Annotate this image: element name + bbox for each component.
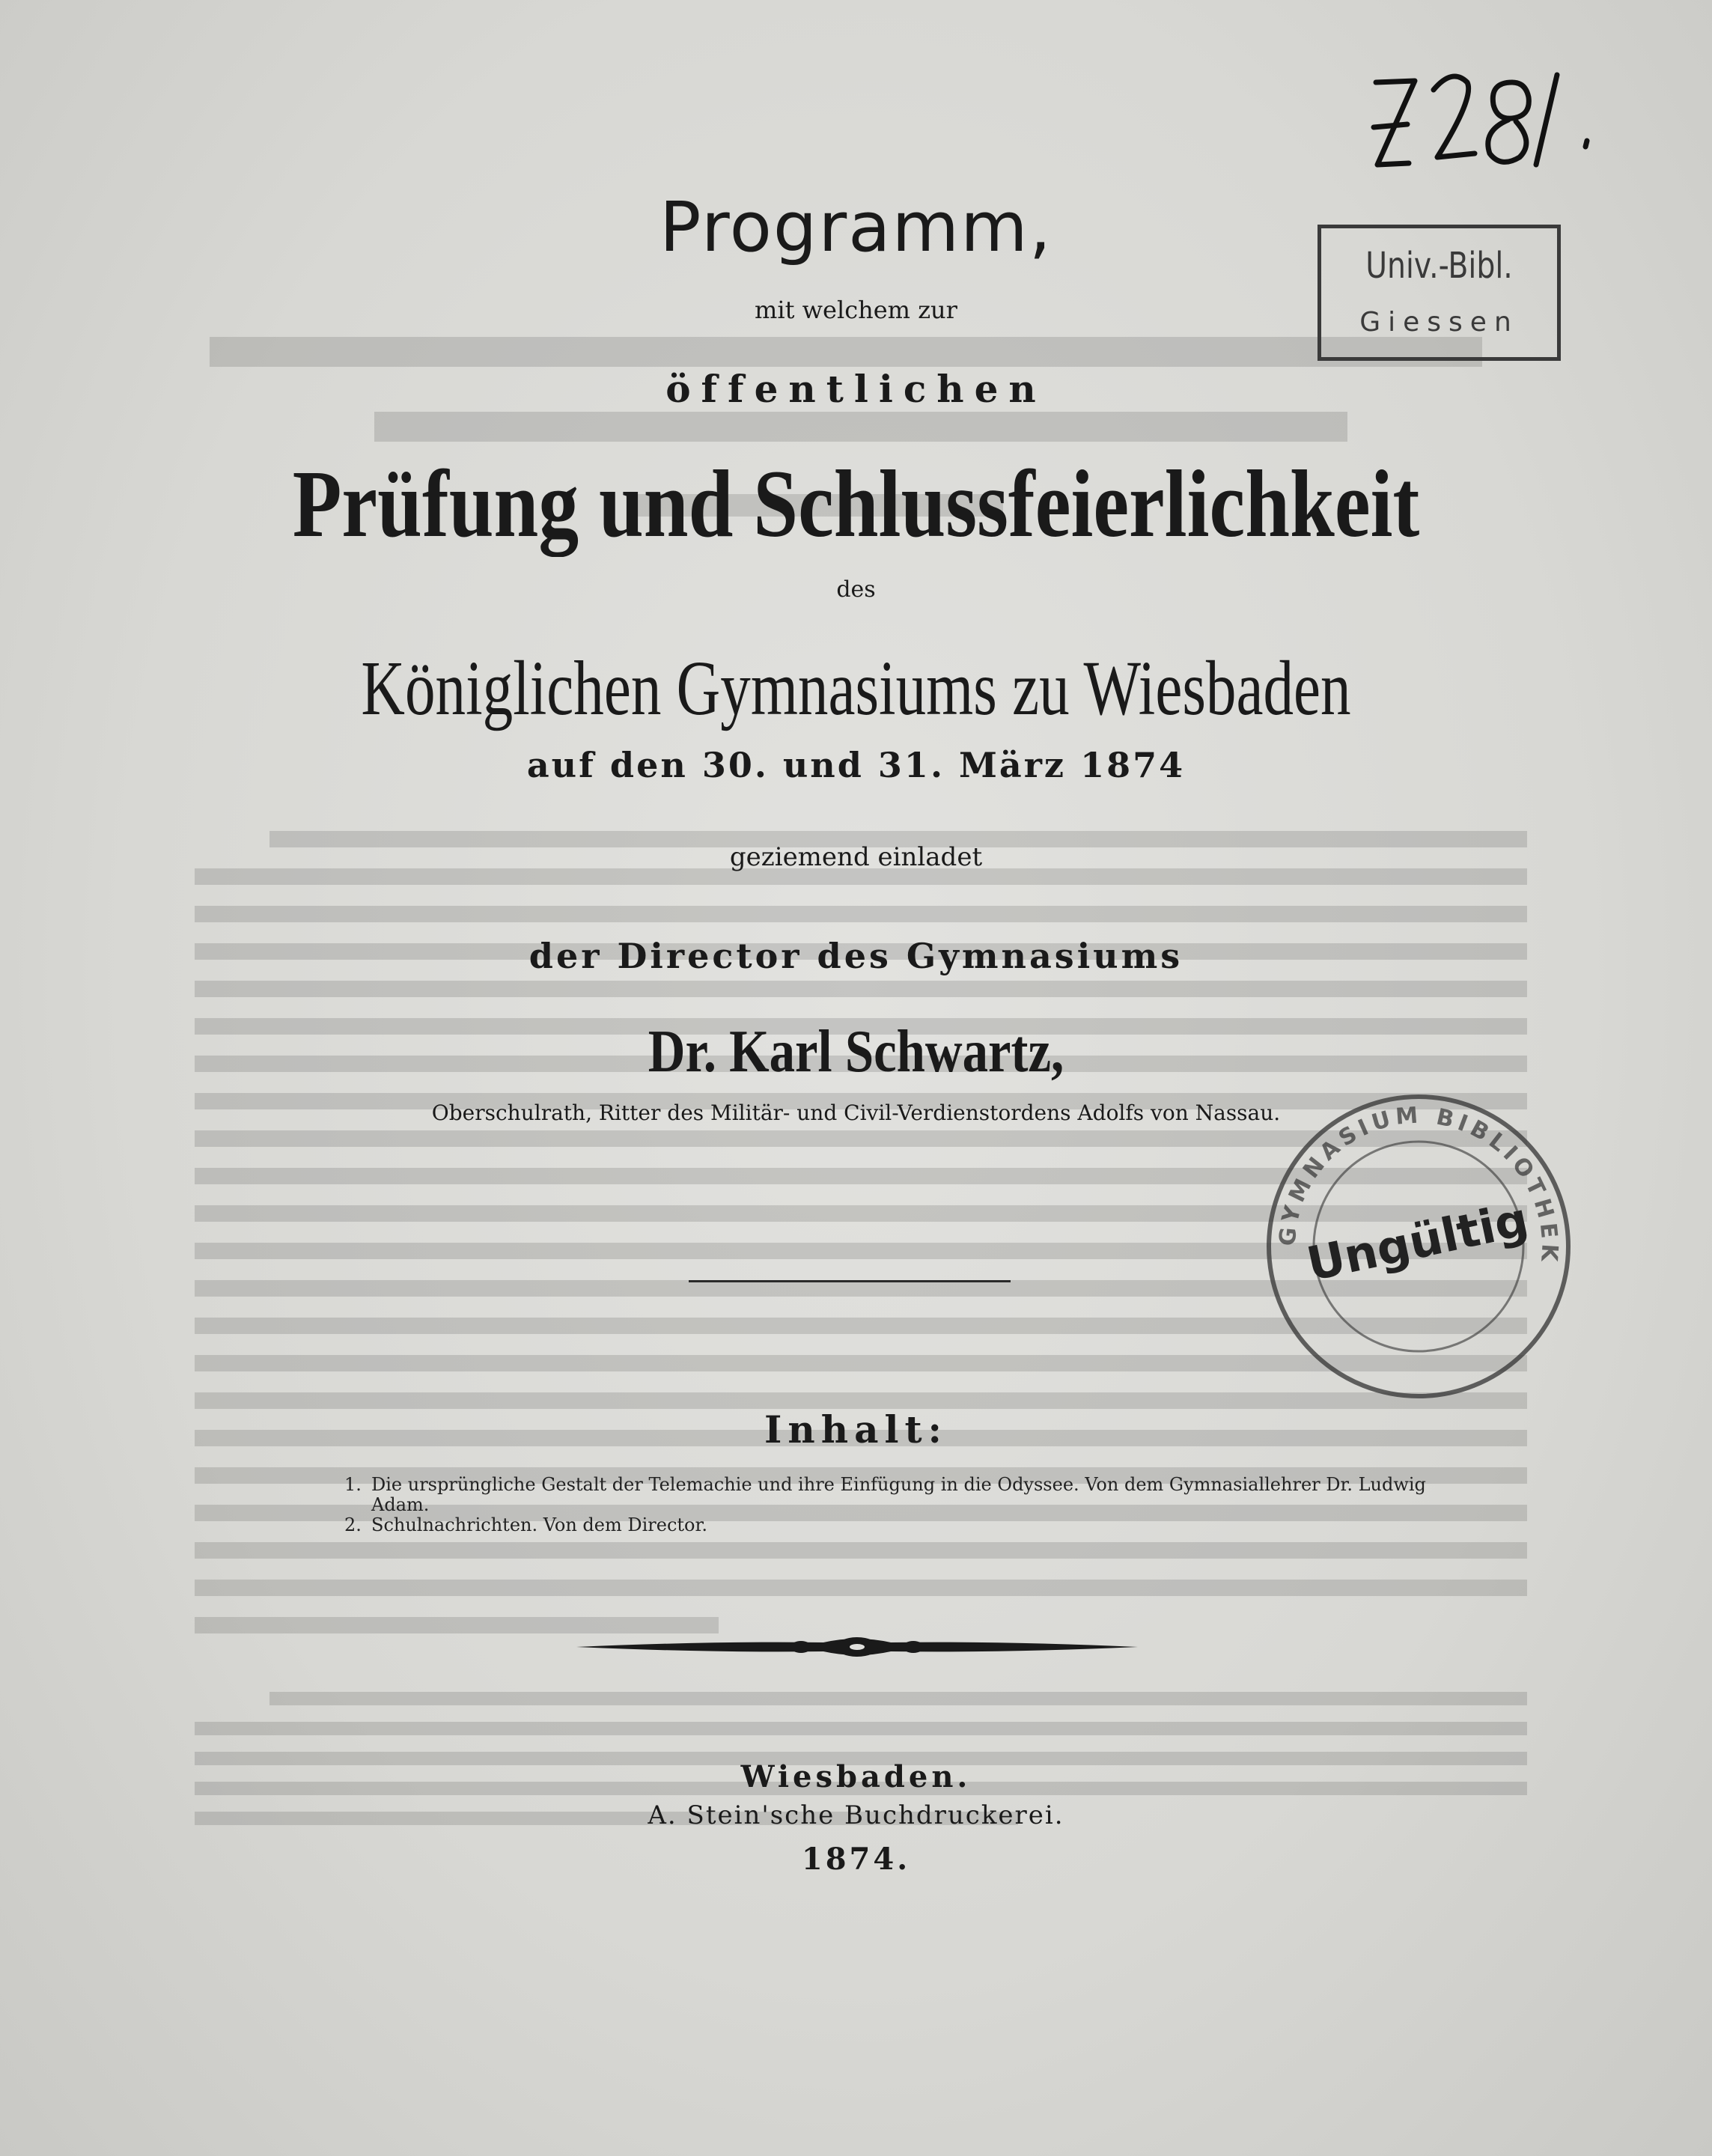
author-titles: Oberschulrath, Ritter des Militär- und Civil-Verdienstordens Adolfs von Nassau. (431, 1100, 1281, 1125)
imprint-printer: A. Stein'sche Buchdruckerei. (648, 1800, 1064, 1830)
imprint-year: 1874. (801, 1842, 911, 1877)
decorative-ornament (576, 1632, 1138, 1662)
main-title: Prüfung und Schlussfeierlichkeit (292, 451, 1420, 557)
library-stamp-line2: Giessen (1359, 307, 1519, 338)
contents-item-number: 2. (344, 1514, 362, 1535)
contents-item (344, 1475, 1430, 1515)
separator-rule (689, 1280, 1011, 1282)
subtitle-mit-welchem: mit welchem zur (755, 296, 957, 324)
contents-item (344, 1515, 1430, 1535)
subtitle-oeffentlichen: öffentlichen (665, 367, 1047, 411)
contents-item-text: Schulnachrichten. Von dem Director. (371, 1514, 707, 1535)
contents-item-number: 1. (344, 1474, 362, 1495)
round-invalid-stamp (1261, 1089, 1576, 1404)
event-date: auf den 30. und 31. März 1874 (526, 745, 1186, 785)
director-line: der Director des Gymnasiums (528, 936, 1184, 976)
institution-title: Königlichen Gymnasiums zu Wiesbaden (361, 645, 1351, 731)
contents-item-text: Die ursprüngliche Gestalt der Telemachie und ihre Einfügung in die Odyssee. Von dem Gymnasiallehrer Dr. Ludwig Adam. (371, 1474, 1426, 1515)
invitation-line: geziemend einladet (729, 842, 983, 872)
subtitle-des: des (836, 576, 876, 603)
round-stamp-center-text: Ungültig (1302, 1191, 1533, 1292)
title-programm: Programm, (659, 187, 1053, 267)
imprint-place: Wiesbaden. (740, 1759, 972, 1794)
handwritten-shelfmark (1362, 52, 1602, 195)
contents-list (344, 1475, 1430, 1535)
library-stamp-line1: Univ.-Bibl. (1365, 245, 1513, 287)
author-name: Dr. Karl Schwartz, (648, 1019, 1064, 1085)
round-stamp-ring-text: GYMNASIUM BIBLIOTHEK (1274, 1102, 1563, 1267)
contents-heading: Inhalt: (764, 1407, 948, 1452)
